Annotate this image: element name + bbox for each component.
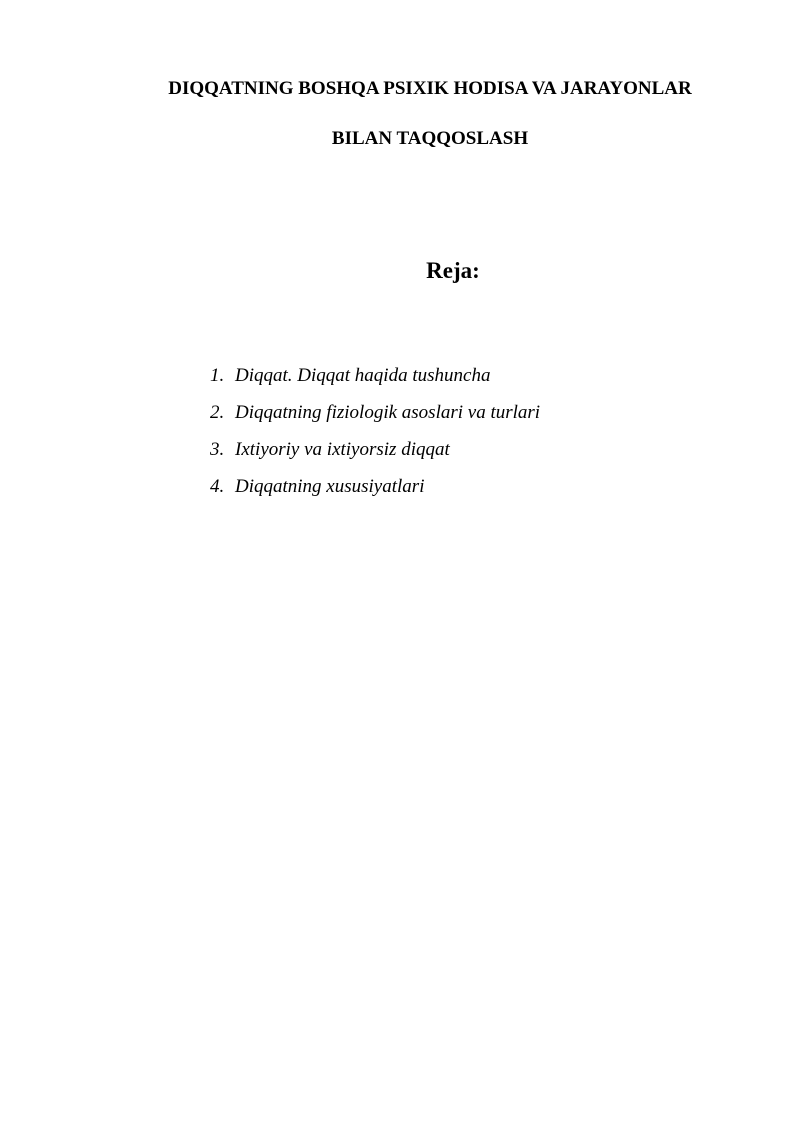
plan-item-text: Diqqat. Diqqat haqida tushuncha [235, 365, 491, 386]
plan-item-number: 1. [210, 365, 225, 386]
document-title-line-1: DIQQATNING BOSHQA PSIXIK HODISA VA JARAYONLAR [168, 78, 692, 99]
plan-item-2 [210, 394, 540, 431]
plan-item-text: Diqqatning fiziologik asoslari va turlari [235, 402, 541, 423]
plan-item-number: 2. [210, 402, 225, 423]
plan-list [210, 357, 540, 505]
plan-item-number: 4. [210, 476, 225, 497]
plan-item-number: 3. [210, 439, 225, 460]
document-title-line-2: BILAN TAQQOSLASH [331, 128, 529, 149]
plan-item-text: Diqqatning xususiyatlari [235, 476, 425, 497]
plan-item-4 [210, 468, 540, 505]
plan-item-text: Ixtiyoriy va ixtiyorsiz diqqat [235, 439, 450, 460]
plan-item-1 [210, 357, 540, 394]
plan-heading: Reja: [426, 258, 480, 283]
plan-item-3 [210, 431, 540, 468]
